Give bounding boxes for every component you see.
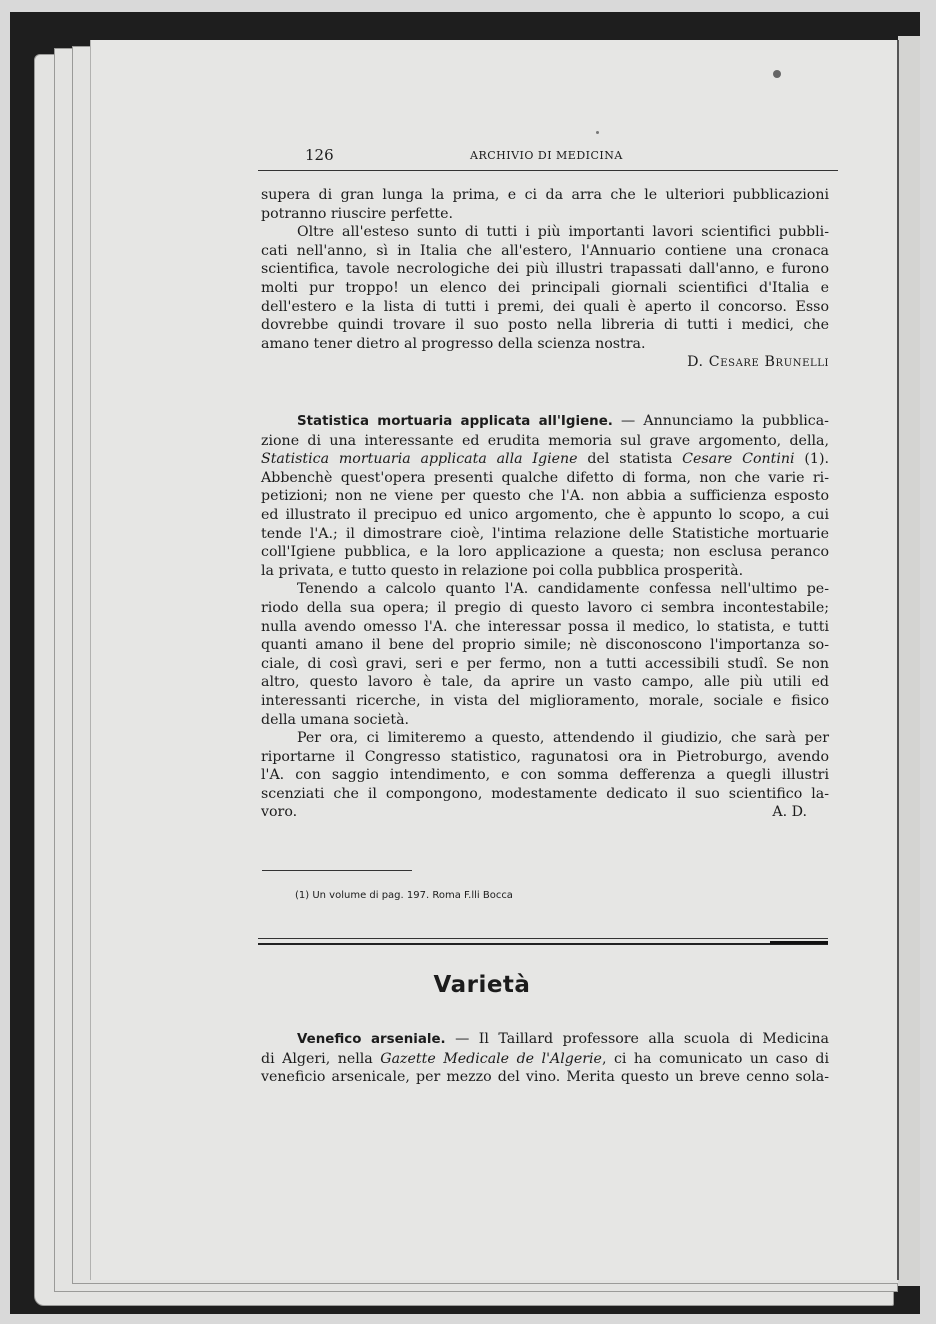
section-heading: Varietà bbox=[433, 972, 531, 998]
text-line: l'A. con saggio intendimento, e con somma defferenza a quegli illustri bbox=[261, 767, 829, 784]
text-line: zione di una interessante ed erudita memoria sul grave argomento, della, bbox=[261, 432, 829, 449]
text-line: riportarne il Congresso statistico, ragunatosi ora in Pietroburgo, avendo bbox=[261, 748, 829, 765]
section-annuario-review bbox=[261, 186, 829, 372]
cited-work-title: Statistica mortuaria applicata alla Igiene bbox=[261, 451, 578, 468]
text-line: coll'Igiene pubblica, e la loro applicazione a questa; non esclusa peranco bbox=[261, 544, 829, 561]
author-signature: D. Cesare Brunelli bbox=[687, 354, 829, 371]
author-signature: A. D. bbox=[772, 804, 807, 821]
section-statistica-mortuaria bbox=[261, 412, 829, 822]
footnote: (1) Un volume di pag. 197. Roma F.lli Bocca bbox=[295, 890, 513, 901]
text-line: amano tener dietro al progresso della scienza nostra. bbox=[261, 335, 646, 352]
text-line: di Algeri, nella Gazette Medicale de l'Algerie, ci ha comunicato un caso di bbox=[261, 1050, 829, 1067]
text-line: la privata, e tutto questo in relazione poi colla pubblica prosperità. bbox=[261, 562, 744, 579]
text-line: Abbenchè quest'opera presenti qualche difetto di forma, non che varie ri- bbox=[261, 469, 829, 486]
text-line: molti pur troppo! un elenco dei principali giornali scientifici d'Italia e bbox=[261, 279, 829, 296]
ink-spot bbox=[596, 131, 599, 134]
text-line: altro, questo lavoro è tale, da aprire un vasto campo, alle più utili ed bbox=[261, 674, 829, 691]
page-header bbox=[305, 146, 827, 166]
text-line: riodo della sua opera; il pregio di questo lavoro ci sembra incontestabile; bbox=[261, 599, 829, 616]
text-line: Statistica mortuaria applicata alla Igiene del statista Cesare Contini (1). bbox=[261, 451, 829, 468]
text-line: della umana società. bbox=[261, 711, 410, 728]
text-line: dovrebbe quindi trovare il suo posto nella libreria di tutti i medici, che bbox=[261, 317, 829, 334]
cited-journal: Gazette Medicale de l'Algerie bbox=[380, 1050, 602, 1067]
text-line: supera di gran lunga la prima, e ci da arra che le ulteriori pubblicazioni bbox=[261, 187, 829, 203]
text-line: ed illustrato il precipuo ed unico argomento, che è appunto lo scopo, a cui bbox=[261, 506, 829, 523]
text-line: voro. A. D. bbox=[261, 804, 807, 821]
text-line: potranno riuscire perfette. bbox=[261, 205, 454, 222]
section-divider bbox=[258, 938, 828, 945]
header-rule bbox=[258, 170, 838, 171]
text-line: scientifica, tavole necrologiche dei più illustri trapassati dall'anno, e furono bbox=[261, 261, 829, 278]
text-line: ciale, di così gravi, seri e per fermo, non a tutti accessibili studî. Se non bbox=[261, 655, 829, 672]
text-line: Per ora, ci limiteremo a questo, attendendo il giudizio, che sarà per bbox=[297, 730, 829, 747]
text-line: Tenendo a calcolo quanto l'A. candidamente confessa nell'ultimo pe- bbox=[297, 581, 829, 598]
ink-spot bbox=[773, 70, 781, 78]
text-line: tende l'A.; il dimostrare cioè, l'intima relazione delle Statistiche mortuarie bbox=[261, 525, 829, 542]
article-title: Venefico arseniale. bbox=[297, 1032, 446, 1047]
text-line: nulla avendo omesso l'A. che interessar possa il medico, lo statista, e tutti bbox=[261, 618, 829, 635]
text-line: scenziati che il compongono, modestamente dedicato il suo scientifico la- bbox=[261, 785, 829, 802]
running-title: ARCHIVIO DI MEDICINA bbox=[470, 149, 623, 162]
cited-author: Cesare Contini bbox=[682, 451, 795, 468]
text-line: Statistica mortuaria applicata all'Igiene. — Annunciamo la pubblica- bbox=[297, 413, 829, 429]
section-divider-accent bbox=[770, 941, 828, 944]
article-title: Statistica mortuaria applicata all'Igiene. bbox=[297, 414, 613, 429]
text-line: veneficio arsenicale, per mezzo del vino. Merita questo un breve cenno sola- bbox=[261, 1069, 829, 1086]
page-edge-right bbox=[898, 36, 920, 1286]
text-line: petizioni; non ne viene per questo che l'A. non abbia a sufficienza esposto bbox=[261, 488, 829, 505]
text-line: Oltre all'esteso sunto di tutti i più importanti lavori scientifici pubbli- bbox=[297, 224, 829, 241]
section-varieta bbox=[261, 1030, 829, 1087]
text-line: Venefico arseniale. — Il Taillard professore alla scuola di Medicina bbox=[297, 1031, 829, 1047]
text-line: quanti amano il bene del proprio simile; nè disconoscono l'importanza so- bbox=[261, 637, 829, 654]
text-line: cati nell'anno, sì in Italia che all'estero, l'Annuario contiene una cronaca bbox=[261, 242, 829, 259]
text-line: interessanti ricerche, in vista del miglioramento, morale, sociale e fisico bbox=[261, 692, 829, 709]
page-number: 126 bbox=[305, 146, 334, 164]
text-line: dell'estero e la lista di tutti i premi, dei quali è aperto il concorso. Esso bbox=[261, 298, 829, 315]
footnote-rule bbox=[262, 870, 412, 871]
